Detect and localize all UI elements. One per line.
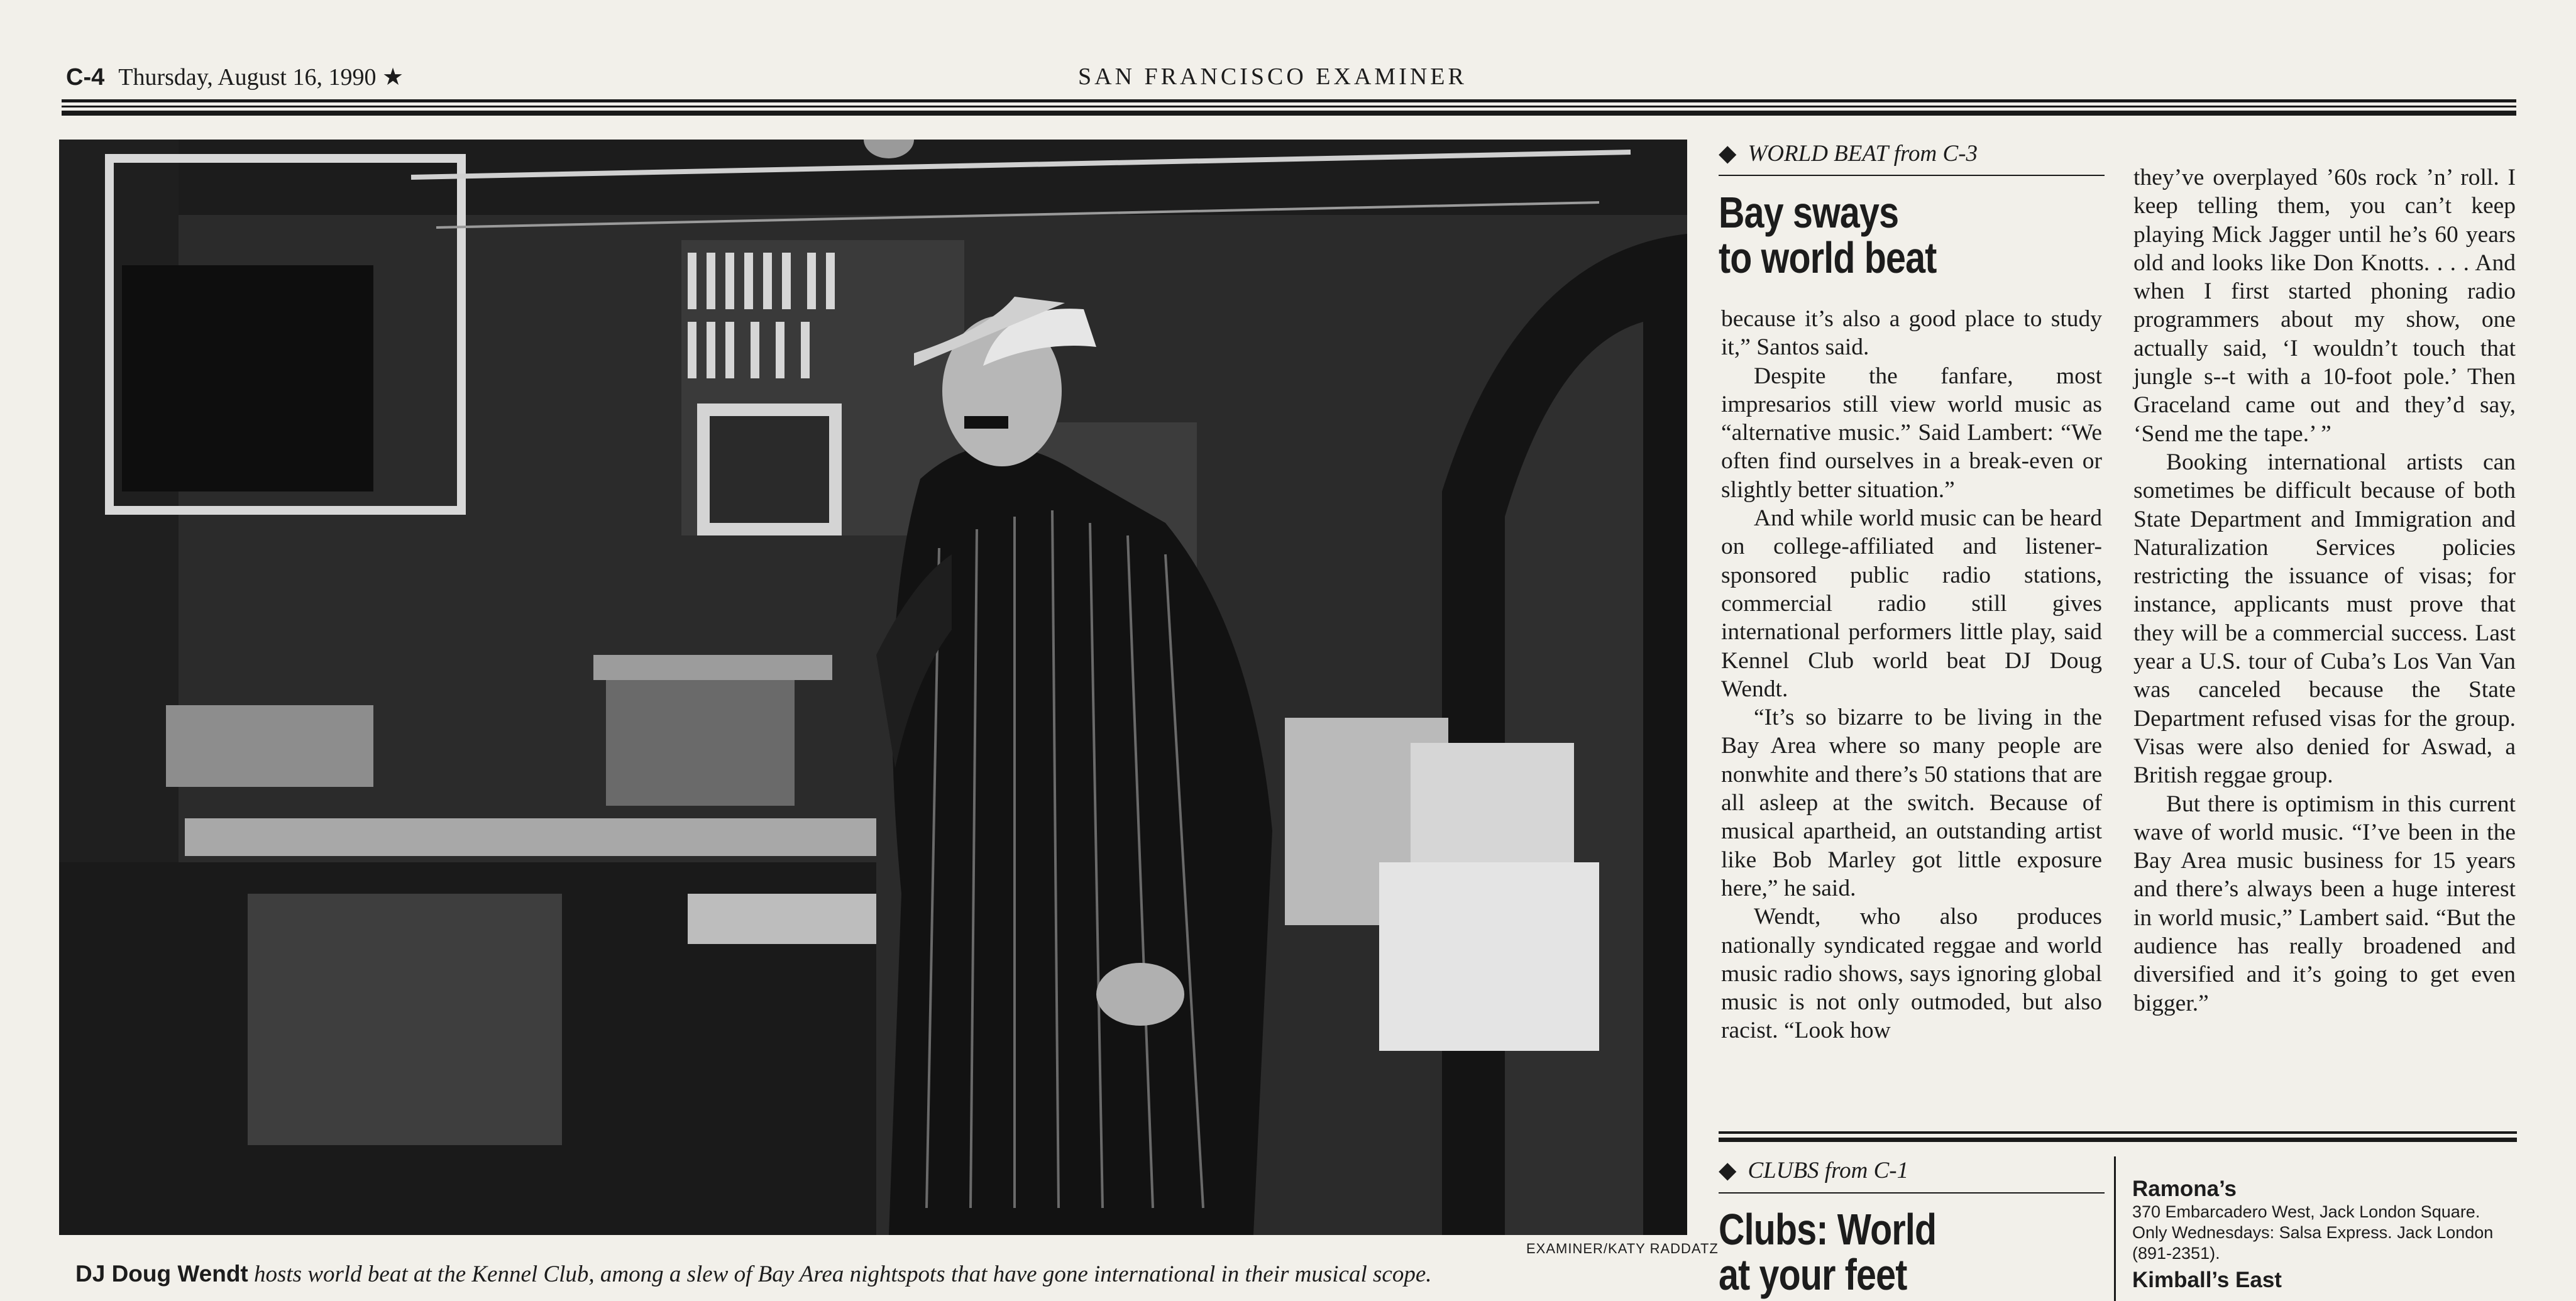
paragraph: But there is optimism in this current wave of world music. “I’ve been in the Bay Area music business for 15 years and there’s always been a huge interest in world music,” Lambert said. “But the audience has really broadened and diversified and it’s going to get even bigger.” (2133, 791, 2516, 1016)
paragraph: because it’s also a good place to study it,” Santos said. (1721, 306, 2102, 361)
header-rule-bottom (62, 111, 2516, 116)
article2-jump-text: CLUBS from C-1 (1748, 1158, 1909, 1183)
listing-name: Ramona’s (2132, 1177, 2237, 1201)
paragraph: they’ve overplayed ’60s rock ’n’ roll. I keep telling them, you can’t keep playing Mick Jagger until he’s 60 years old and looks like Don Knotts. . . . And when I first started phoning radio programmers about my show, one actually said, ‘I wouldn’t touch that jungle s--t with a 10-foot pole.’ Then Graceland came out and they’d say, ‘Send me the tape.’ ” (2133, 165, 2516, 447)
article1-column-1 (1721, 305, 2102, 1045)
jumpline-rule (1719, 175, 2105, 176)
caption-text: hosts world beat at the Kennel Club, among a slew of Bay Area nightspots that have gone international in their musical scope. (248, 1261, 1432, 1287)
headline-line-2: to world beat (1719, 233, 1937, 282)
paragraph: “It’s so bizarre to be living in the Bay Area where so many people are nonwhite and there’s 50 stations that are all asleep at the switch. Because of musical apartheid, an outstanding artist like Bob Marley got little exposure here,” he said. (1721, 705, 2102, 901)
page-folio (66, 63, 404, 91)
photo-credit: EXAMINER/KATY RADDATZ (1526, 1241, 1719, 1256)
dj-photo (59, 140, 1687, 1235)
header-rule-mid (62, 106, 2516, 107)
photo-caption (75, 1261, 1685, 1288)
diamond-icon: ◆ (1719, 1158, 1737, 1183)
issue-date: Thursday, August 16, 1990 ★ (118, 64, 404, 91)
article2-headline (1719, 1207, 1936, 1297)
article1-jump-text: WORLD BEAT from C-3 (1748, 141, 1978, 167)
article2-jumpline (1719, 1156, 1908, 1184)
headline-line-1: Clubs: World (1719, 1205, 1937, 1254)
masthead: SAN FRANCISCO EXAMINER (1078, 63, 1467, 90)
listing-item (2132, 1268, 2516, 1293)
section-rule-bottom (1719, 1138, 2517, 1142)
paragraph: Despite the fanfare, most impresarios still view world music as “alternative music.” Said Lambert: “We often find ourselves in a break-even or slightly better situation.” (1721, 363, 2102, 503)
listing-name: Kimball’s East (2132, 1268, 2282, 1292)
header-rule-top (62, 99, 2516, 102)
section-rule-top (1719, 1131, 2517, 1134)
listing-item (2132, 1177, 2516, 1264)
diamond-icon: ◆ (1719, 141, 1737, 167)
page-number: C-4 (66, 64, 105, 91)
listing-text: 370 Embarcadero West, Jack London Square. Only Wednesdays: Salsa Express. Jack London (891-2351). (2132, 1202, 2494, 1263)
caption-name: DJ Doug Wendt (75, 1261, 248, 1287)
headline-line-1: Bay sways (1719, 188, 1899, 237)
paragraph: And while world music can be heard on college-affiliated and listener-sponsored public radio stations, commercial radio still gives international performers little play, said Kennel Club world beat DJ Doug Wendt. (1721, 505, 2102, 702)
club-listings (2132, 1177, 2516, 1293)
column-rule (2114, 1156, 2116, 1301)
article1-jumpline (1719, 140, 1978, 167)
headline-line-2: at your feet (1719, 1250, 1907, 1299)
article1-headline (1719, 190, 1937, 280)
jumpline-rule (1719, 1192, 2105, 1194)
article1-column-2 (2133, 163, 2516, 1018)
paragraph: Wendt, who also produces nationally syndicated reggae and world music radio shows, says ignoring global music is not only outmoded, but also racist. “Look how (1721, 904, 2102, 1044)
paragraph: Booking international artists can sometimes be difficult because of both State Department and Immigration and Naturalization Services policies restricting the issuance of visas; for instance, applicants must prove that they will be a commercial success. Last year a U.S. tour of Cuba’s Los Van Van was canceled because the State Department refused visas for the group. Visas were also denied for Aswad, a British reggae group. (2133, 449, 2516, 789)
